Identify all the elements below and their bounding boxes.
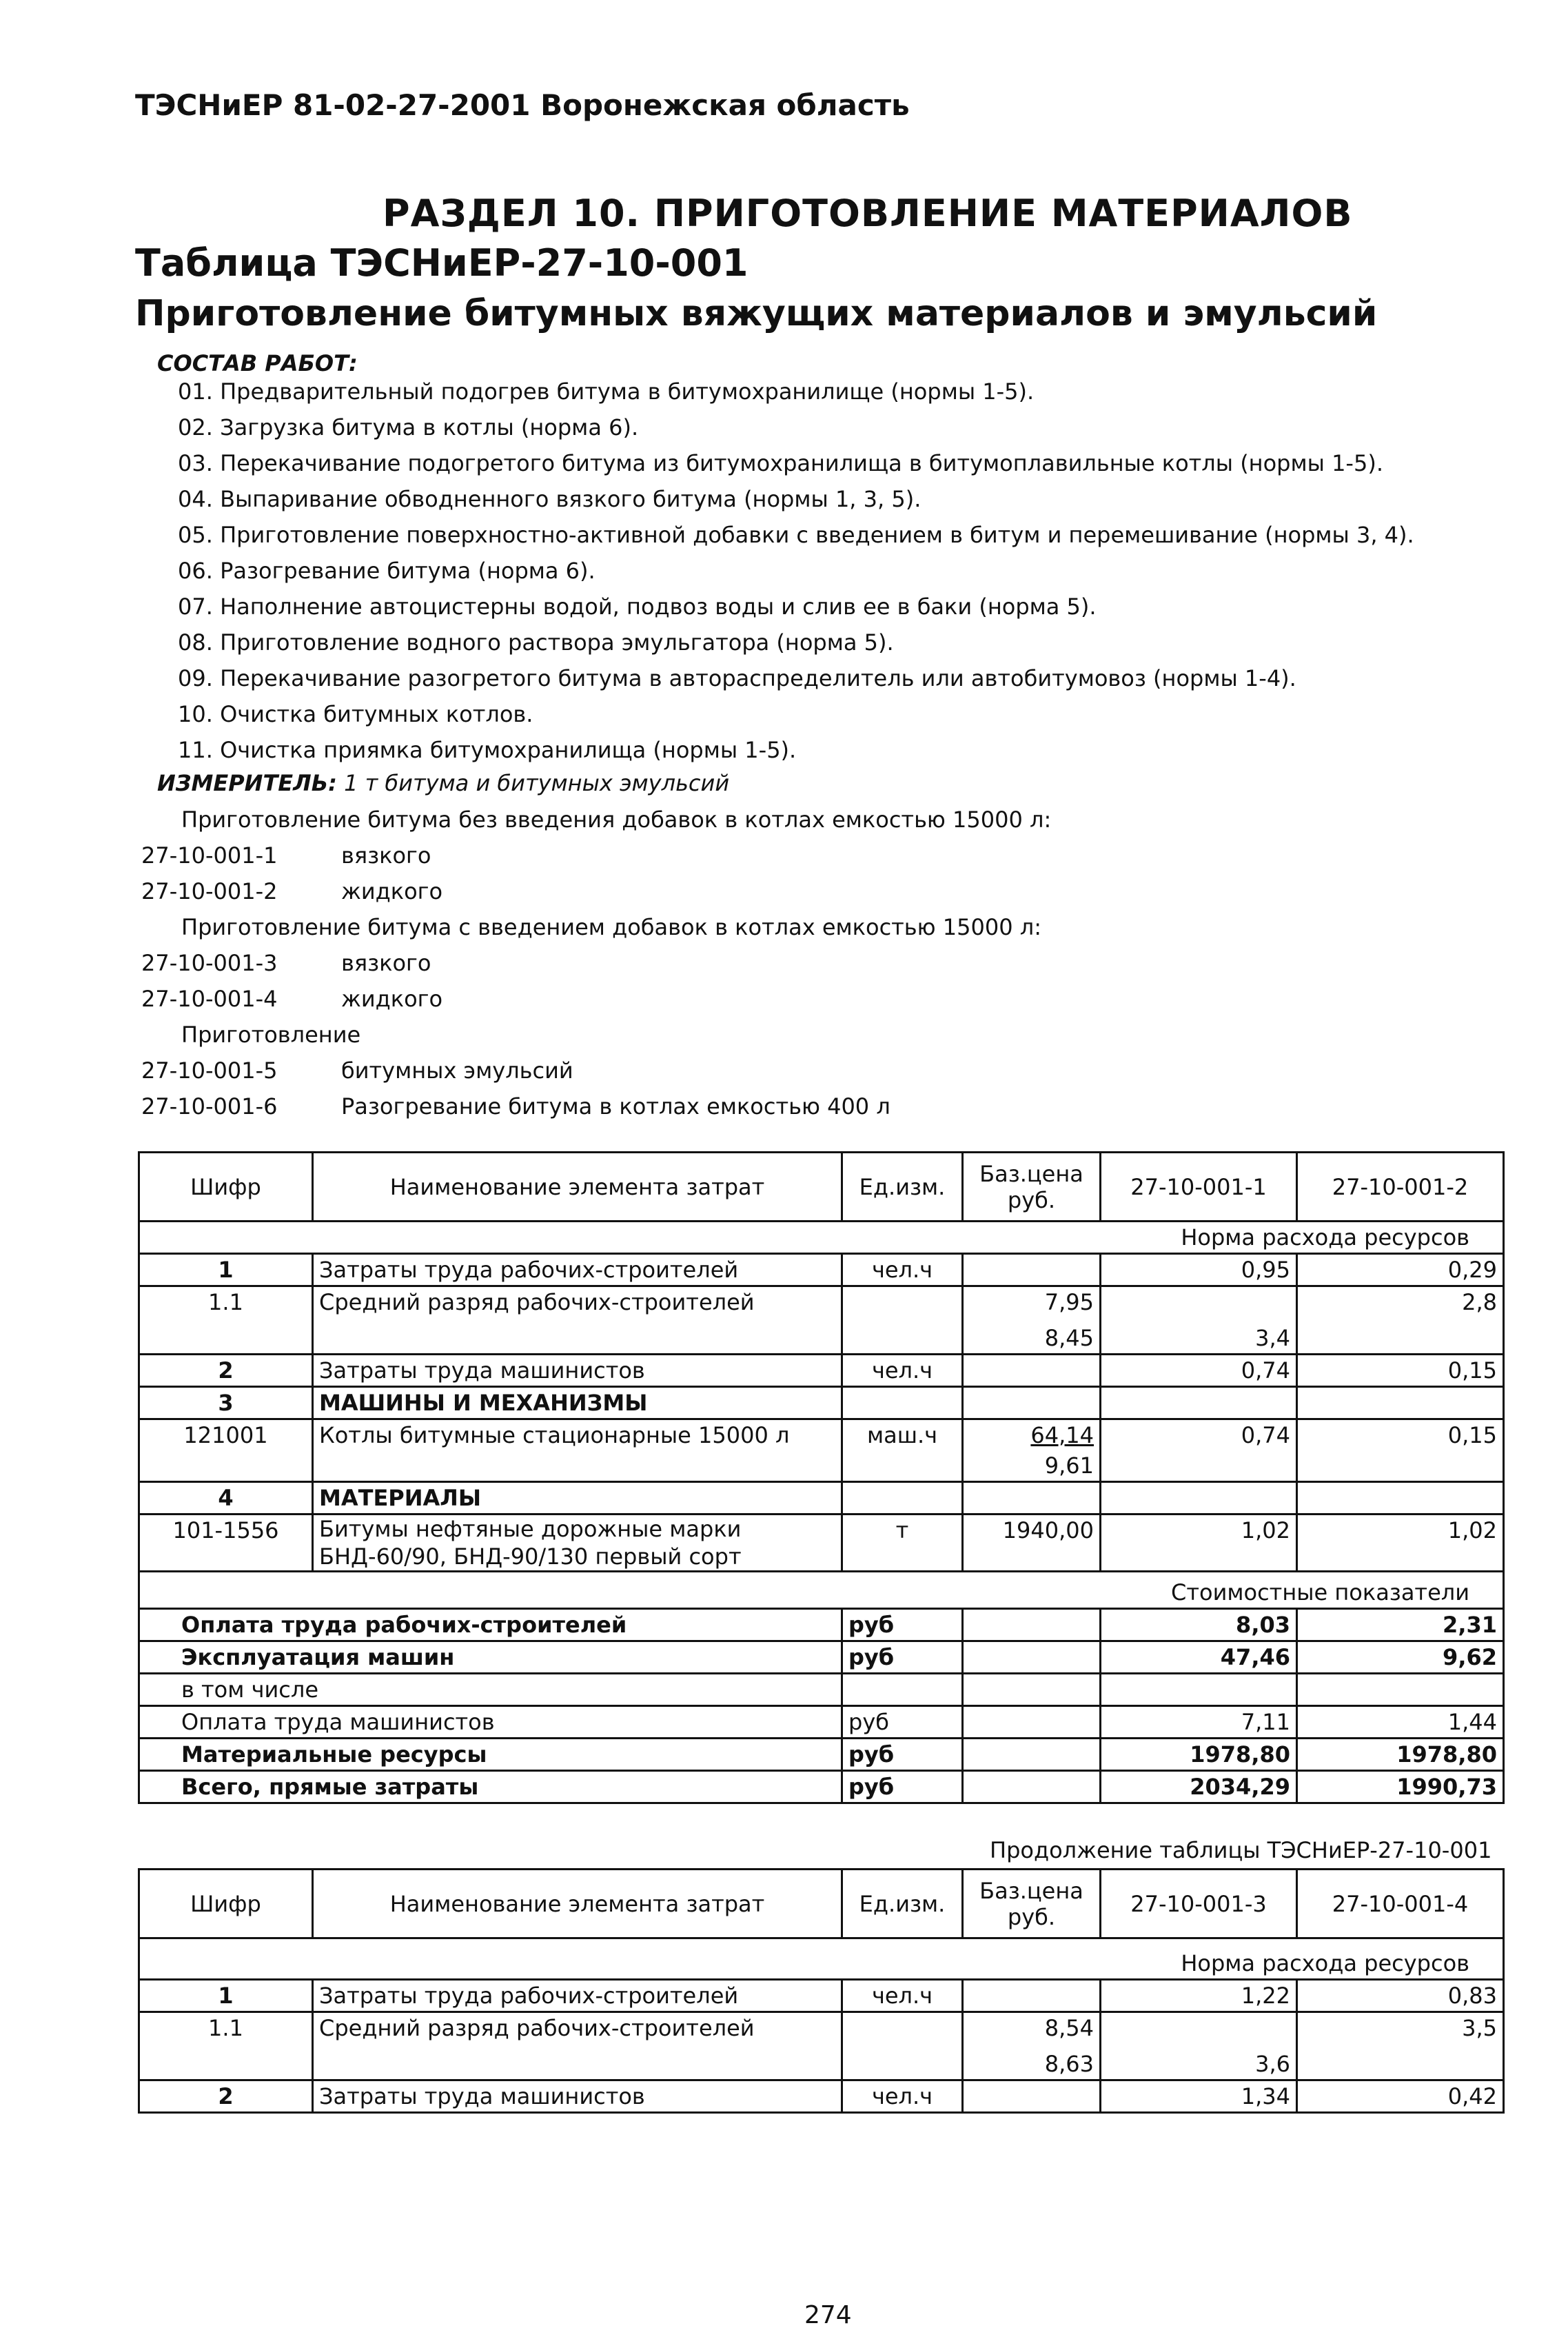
list-item: 04. Выпаривание обводненного вязкого битума (нормы 1, 3, 5).	[178, 486, 922, 512]
table-header-row	[139, 1153, 1504, 1222]
continuation-caption: Продолжение таблицы ТЭСНиЕР-27-10-001	[990, 1837, 1492, 1863]
header-col-a: 27-10-001-1	[1101, 1153, 1297, 1222]
list-item: 27-10-001-2 жидкого	[141, 878, 443, 904]
table-row: 121001 Котлы битумные стационарные 15000 л маш.ч 64,14 9,61 0,74 0,15	[139, 1419, 1504, 1482]
resource-table-2	[138, 1868, 1505, 2114]
group1-heading: Приготовление битума без введения добавок в котлах емкостью 15000 л:	[181, 807, 1052, 833]
list-item: 03. Перекачивание подогретого битума из битумохранилища в битумоплавильные котлы (нормы 1-5).	[178, 450, 1383, 476]
list-item: 27-10-001-3 вязкого	[141, 950, 431, 976]
list-item: 27-10-001-1 вязкого	[141, 842, 431, 869]
list-item: 27-10-001-5 битумных эмульсий	[141, 1057, 573, 1084]
list-item: 09. Перекачивание разогретого битума в автораспределитель или автобитумовоз (нормы 1-4).	[178, 665, 1296, 691]
header-code: Шифр	[139, 1153, 313, 1222]
list-item: 08. Приготовление водного раствора эмульгатора (норма 5).	[178, 629, 894, 656]
header-name: Наименование элемента затрат	[313, 1153, 842, 1222]
table-row: 1.1 Средний разряд рабочих-строителей 7,95 8,45 3,4 2,8	[139, 1286, 1504, 1355]
table-row: 4 МАТЕРИАЛЫ	[139, 1482, 1504, 1515]
list-item: 27-10-001-4 жидкого	[141, 986, 443, 1012]
subtitle: Приготовление битумных вяжущих материалов и эмульсий	[135, 293, 1378, 334]
table-row: Материальные ресурсы руб 1978,80 1978,80	[139, 1739, 1504, 1771]
list-item: 27-10-001-6 Разогревание битума в котлах емкостью 400 л	[141, 1093, 890, 1120]
table-row: Всего, прямые затраты руб 2034,29 1990,73	[139, 1771, 1504, 1803]
table-row: 3 МАШИНЫ И МЕХАНИЗМЫ	[139, 1387, 1504, 1419]
measure-value: 1 т битума и битумных эмульсий	[344, 770, 730, 796]
table-row: 1 Затраты труда рабочих-строителей чел.ч 1,22 0,83	[139, 1980, 1504, 2012]
list-item: 05. Приготовление поверхностно-активной добавки с введением в битум и перемешивание (нормы 3, 4).	[178, 522, 1414, 548]
header-unit: Ед.изм.	[842, 1153, 963, 1222]
table-row	[139, 1222, 1504, 1254]
composition-list	[178, 374, 1522, 768]
list-item: 02. Загрузка битума в котлы (норма 6).	[178, 414, 639, 440]
table-row: Оплата труда машинистов руб 7,11 1,44	[139, 1706, 1504, 1739]
list-item: 10. Очистка битумных котлов.	[178, 701, 533, 727]
header-base-price: Баз.цена руб.	[963, 1153, 1101, 1222]
header-col-b: 27-10-001-2	[1297, 1153, 1504, 1222]
table-row: 2 Затраты труда машинистов чел.ч 0,74 0,15	[139, 1355, 1504, 1387]
table-row	[139, 1572, 1504, 1609]
table-row: в том числе	[139, 1674, 1504, 1706]
table-row: Оплата труда рабочих-строителей руб 8,03 2,31	[139, 1609, 1504, 1641]
section-title: РАЗДЕЛ 10. ПРИГОТОВЛЕНИЕ МАТЕРИАЛОВ	[383, 192, 1353, 235]
table-row: 1 Затраты труда рабочих-строителей чел.ч 0,95 0,29	[139, 1254, 1504, 1286]
table-row: Эксплуатация машин руб 47,46 9,62	[139, 1641, 1504, 1674]
list-item: 11. Очистка приямка битумохранилища (нормы 1-5).	[178, 737, 797, 763]
list-item: 07. Наполнение автоцистерны водой, подвоз воды и слив ее в баки (норма 5).	[178, 594, 1097, 620]
table-title: Таблица ТЭСНиЕР-27-10-001	[135, 241, 749, 285]
resource-table-1	[138, 1151, 1505, 1804]
table-row: 1.1 Средний разряд рабочих-строителей 8,54 8,63 3,6 3,5	[139, 2012, 1504, 2080]
norm-caption: Норма расхода ресурсов	[139, 1938, 1504, 1980]
running-header: ТЭСНиЕР 81-02-27-2001 Воронежская область	[135, 88, 910, 122]
table-row: 101-1556 Битумы нефтяные дорожные марки БНД-60/90, БНД-90/130 первый сорт т 1940,00 1,02 1,02	[139, 1515, 1504, 1572]
composition-label: СОСТАВ РАБОТ:	[157, 350, 358, 376]
table-header-row: Шифр Наименование элемента затрат Ед.изм. Баз.цена руб. 27-10-001-3 27-10-001-4	[139, 1870, 1504, 1938]
measure-label: ИЗМЕРИТЕЛЬ:	[157, 770, 337, 796]
group2-heading: Приготовление битума с введением добавок в котлах емкостью 15000 л:	[181, 914, 1041, 940]
table-row	[139, 1938, 1504, 1980]
norm-caption: Норма расхода ресурсов	[139, 1222, 1504, 1254]
table-row: 2 Затраты труда машинистов чел.ч 1,34 0,42	[139, 2080, 1504, 2113]
list-item: 06. Разогревание битума (норма 6).	[178, 558, 595, 584]
list-item: 01. Предварительный подогрев битума в битумохранилище (нормы 1-5).	[178, 378, 1035, 405]
measure-line	[157, 770, 729, 796]
group3-heading: Приготовление	[181, 1022, 361, 1048]
page-number: 274	[804, 2301, 852, 2329]
cost-caption: Стоимостные показатели	[139, 1572, 1504, 1609]
